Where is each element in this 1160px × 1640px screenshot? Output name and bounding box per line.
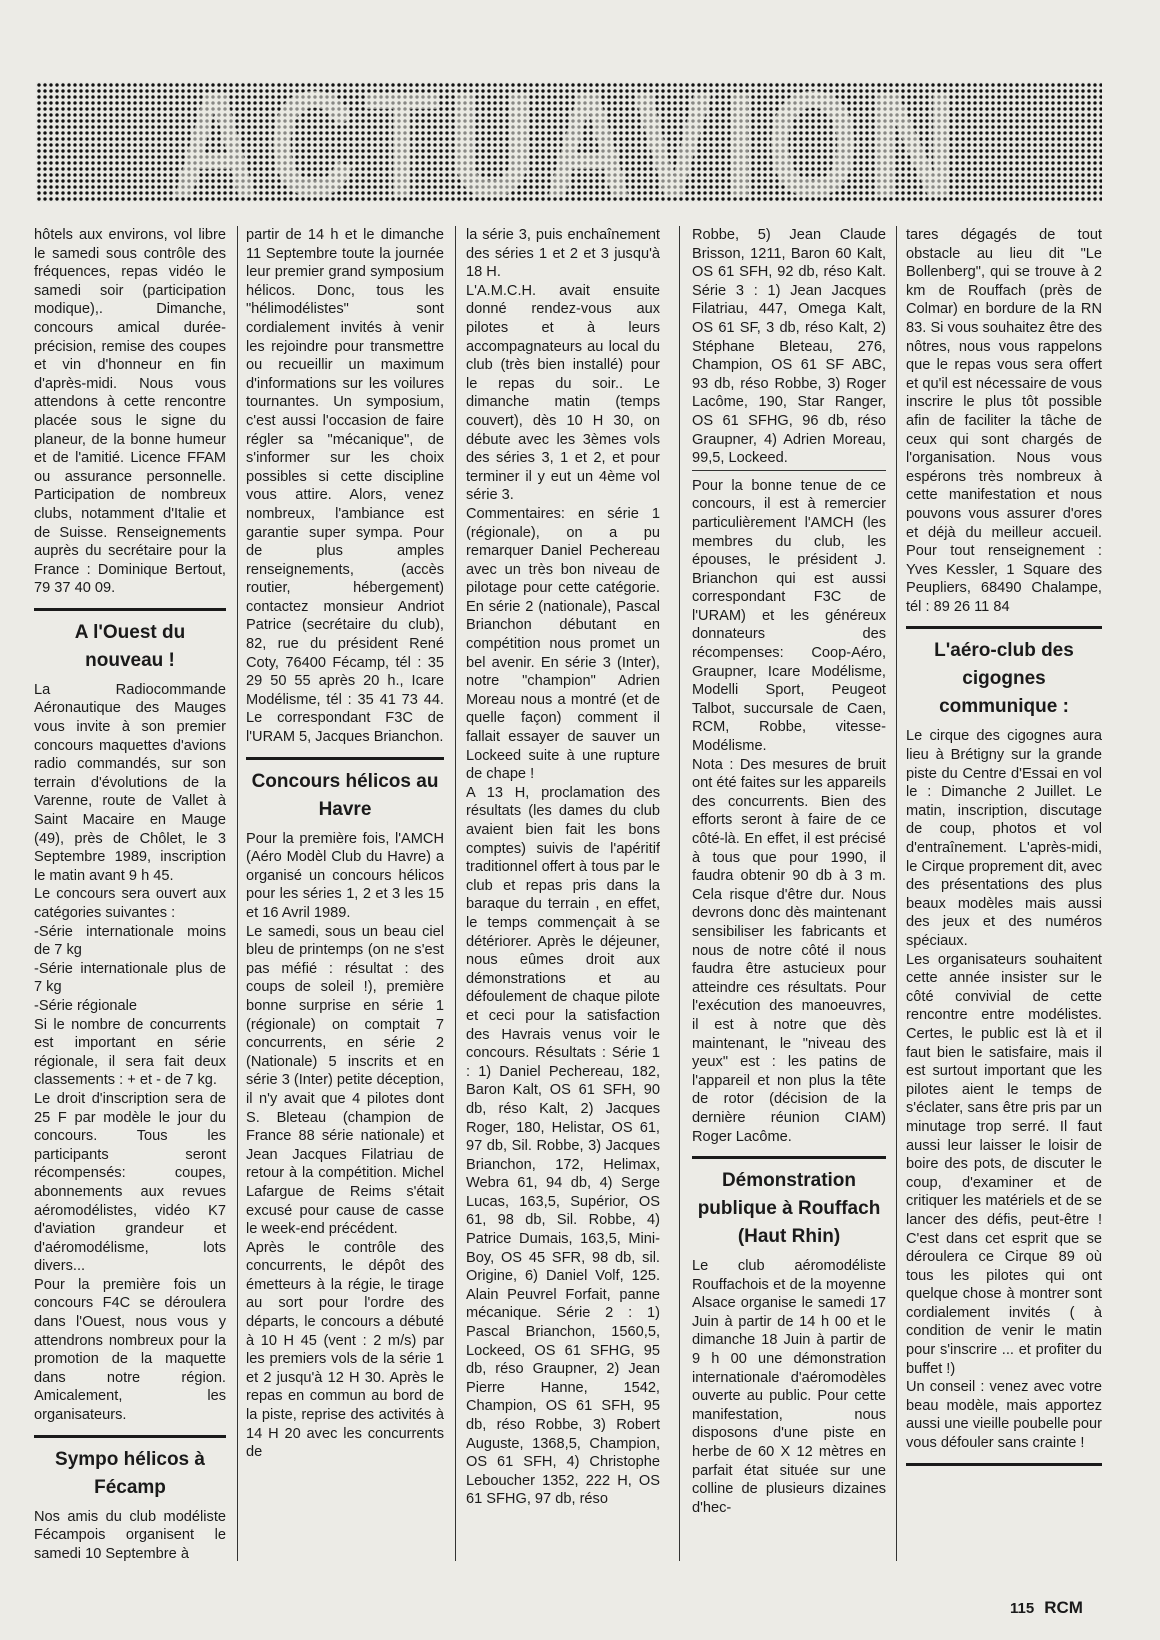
paragraph: partir de 14 h et le dimanche 11 Septembre toute la journée leur premier grand symposium hélicos. Donc, tous les "hélimodélistes" sont cordialement invités à venir les rejoindre pour transmettre ou recueillir un maximum d'informations sur les voilures tournantes. Un symposium, c'est aussi l'occasion de faire régler sa "mécanique", de s'informer sur les choix possibles si cette discipline vous attire. Alors, venez nombreux, l'ambiance est garantie super sympa. Pour de plus amples renseignements, (accès routier, hébergement) contactez monsieur Andriot Patrice (secrétaire du club), 82, rue du président René Coty, 76400 Fécamp, tél : 35 29 50 55 après 20 h., Icare Modélisme, tél : 35 41 73 44. Le correspondant F3C de l'URAM 5, Jacques Brianchon. xyxy=(246,227,444,746)
section-divider xyxy=(34,608,226,611)
paragraph: A 13 H, proclamation des résultats (les dames du club avaient bien fait les bons comptes) suivis de l'apéritif traditionnel offert à tous par le club et repas pris dans la baraque du terrain , en effet, le temps commençait à se détériorer. Après le déjeuner, nous eûmes droit aux démonstrations et au défoulement de chaque pilote et ceci pour la satisfaction des Havrais venus voir le concours. Résultats : Série 1 : 1) Daniel Pechereau, 182, Baron Kalt, OS 61 SFH, 90 db, réso Kalt, 2) Jacques Roger, 180, Helistar, OS 61, 97 db, Sil. Robbe, 3) Jacques Brianchon, 172, Helimax, Webra 61, 94 db, 4) Serge Lucas, 163,5, Supérior, OS 61, 98 db, Sil. Robbe, 4) Patrice Dumais, 163,5, Mini-Boy, OS 45 SFR, 98 db, sil. Origine, 6) Daniel Volf, 125. Alain Peuvrel Forfait, panne mécanique. Série 2 : 1) Pascal Brianchon, 1560,5, Lockeed, OS 61 SFHG, 95 db, réso Graupner, 2) Jean Pierre Hanne, 1542, Champion, OS 61 SFH, 95 db, réso Robbe, 3) Robert Auguste, 1368,5, Champion, OS 61 SFH, 4) Christophe Leboucher 1352, 222 H, OS 61 SFHG, 97 db, réso xyxy=(466,784,660,1508)
masthead-title: ACTUAVION xyxy=(171,82,967,202)
section-divider xyxy=(692,1156,886,1159)
paragraph: Les organisateurs souhaitent cette année insister sur le côté convivial de cette rencontre entre modélistes. Certes, le public est là et il faut bien le satisfaire, mais il est surtout important que les pilotes aient le temps de s'éclater, sans être pris par un minutage trop serré. Il faut aussi leur laisser le loisir de boire des pots, de discuter le coup, d'examiner et de critiquer les matériels et de se lancer des défis, peut-être ! C'est dans cet esprit que se déroulera ce Cirque 89 où tous les pilotes qui ont quelque chose à montrer sont cordialement invités ( à condition de venir le matin pour s'inscrire ... et profiter du buffet !) xyxy=(906,951,1102,1377)
paragraph: tares dégagés de tout obstacle au lieu dit "Le Bollenberg", qui se trouve à 2 km de Rouffach (près de Colmar) en bordure de la RN 83. Si vous souhaitez être des nôtres, nous vous rappelons que le repas vous sera offert et qu'il est nécessaire de vous inscrire le plus tôt possible afin de faciliter la tâche de ceux qui sont chargés de l'organisation. Nous vous espérons très nombreux à cette manifestation et nous pouvons vous assurer d'ores et déjà du meilleur accueil. Pour tout renseignement : Yves Kessler, 1 Square des Peupliers, 68490 Chalampe, tél : 89 26 11 84 xyxy=(906,227,1102,615)
paragraph: Robbe, 5) Jean Claude Brisson, 1211, Baron 60 Kalt, OS 61 SFH, 92 db, réso Kalt. Série 3 : 1) Jean Jacques Filatriau, 447, Omega Kalt, OS 61 SF, 3 db, réso Kalt, 2) Stéphane Bleteau, 276, Champion, OS 61 SF ABC, 93 db, réso Robbe, 3) Roger Lacôme, 190, Star Ranger, OS 61 SFHG, 96 db, réso Graupner, 4) Adrien Moreau, 99,5, Lockeed. xyxy=(692,227,886,467)
article-column-4 xyxy=(692,226,886,1566)
paragraph: Pour la première fois, l'AMCH (Aéro Modèl Club du Havre) a organisé un concours hélicos pour les séries 1, 2 et 3 les 15 et 16 Avril 1989. xyxy=(246,830,444,921)
column-divider xyxy=(455,226,456,1561)
page-footer xyxy=(1010,1598,1083,1618)
column-divider xyxy=(679,226,680,1561)
section-heading: Concours hélicos au Havre xyxy=(251,770,439,820)
paragraph: Le droit d'inscription sera de 25 F par modèle le jour du concours. Tous les participants seront récompensés: coupes, abonnements aux revues aéromodélistes, vidéo K7 d'aviation grandeur et d'aéromodélisme, lots divers... xyxy=(34,1090,226,1275)
page-number: 115 xyxy=(1010,1600,1035,1617)
paragraph: Le cirque des cigognes aura lieu à Brétigny sur la grande piste du Centre d'Essai en vol le : Dimanche 2 Juillet. Le matin, inscription, discutage de coup, photos et vol d'entraînement. L'après-midi, le Cirque proprement dit, avec des présentations des plus beaux modèles mais aussi des jeux et des numéros spéciaux. xyxy=(906,728,1102,949)
column-divider xyxy=(896,226,897,1561)
paragraph: L'A.M.C.H. avait ensuite donné rendez-vous aux pilotes et à leurs accompagnateurs au local du club (très bien installé) pour le repas du soir.. Le dimanche matin (temps couvert), dès 10 H 30, on débute avec les 3èmes vols des séries 3, 1 et 2, et pour terminer il y eut un 4ème vol série 3. xyxy=(466,282,660,504)
paragraph: Commentaires: en série 1 (régionale), on a pu remarquer Daniel Pechereau avec un très bon niveau de pilotage pour cette catégorie. En série 2 (nationale), Pascal Brianchon débutant en compétition nous promet un bel avenir. En série 3 (Inter), notre "champion" Adrien Moreau nous a montré (et de quelle façon) comment il fallait essayer de sauver un Lockeed suite à une rupture de chape ! xyxy=(466,505,660,783)
section-heading: A l'Ouest du nouveau ! xyxy=(74,621,186,671)
article-column-5 xyxy=(906,226,1102,1566)
section-heading: L'aéro-club des cigognes communique : xyxy=(934,640,1074,718)
paragraph: Si le nombre de concurrents est important en série régionale, il sera fait deux classements : + et - de 7 kg. xyxy=(34,1016,226,1089)
paragraph: Un conseil : venez avec votre beau modèle, mais apportez aussi une vieille poubelle pour vous défouler sans crainte ! xyxy=(906,1379,1102,1452)
article-column-2 xyxy=(246,226,444,1566)
article-column-3 xyxy=(466,226,660,1566)
paragraph: Pour la bonne tenue de ce concours, il est à remercier particulièrement l'AMCH (les membres du club, les épouses, le président J. Brianchon qui est aussi correspondant F3C de l'URAM) et les généreux donnateurs des récompenses: Coop-Aéro, Graupner, Icare Modélisme, Modelli Sport, Peugeot Talbot, succursale de Caen, RCM, Robbe, vitesse-Modélisme. xyxy=(692,477,886,755)
article-column-1 xyxy=(34,226,226,1566)
paragraph: Le club aéromodéliste Rouffachois et de la moyenne Alsace organise le samedi 17 Juin à partir de 14 h 00 et le dimanche 18 Juin à partir de 9 h 00 une démonstration internationale d'aéromodèles ouverte au public. Pour cette manifestation, nous disposons d'une piste en herbe de 60 X 12 mètres en parfait état située sur une colline de plusieurs dizaines d'hec- xyxy=(692,1258,886,1516)
paragraph: Nota : Des mesures de bruit ont été faites sur les appareils des concurrents. Bien des efforts seront à faire de ce côté-là. En effet, il est précisé à tous que pour 1990, il faudra obtenir 90 db à 3 m. Cela risque d'être dur. Nous devrons donc dès maintenant sensibiliser les fabricants et nous de notre côté il nous faudra être astucieux pour atteindre ces résultats. Pour l'exécution des manoeuvres, il est à notre que dès maintenant, le "niveau des yeux" est : les patins de l'appareil et non plus la tête de rotor (décision de la dernière réunion CIAM) Roger Lacôme. xyxy=(692,756,886,1145)
underline-rule xyxy=(692,470,886,471)
section-divider xyxy=(246,757,444,760)
section-divider xyxy=(906,626,1102,629)
paragraph: Pour la première fois un concours F4C se déroulera dans l'Ouest, nous vous y attendrons nombreux pour la promotion de la maquette dans notre région. Amicalement, les organisateurs. xyxy=(34,1276,226,1424)
paragraph: -Série internationale plus de 7 kg xyxy=(34,960,226,996)
paragraph: -Série internationale moins de 7 kg xyxy=(34,923,226,959)
paragraph: Le samedi, sous un beau ciel bleu de printemps (on ne s'est pas méfié : résultat : des coups de soleil !), première bonne surprise en série 1 (régionale) on comptait 7 concurrents, en série 2 (Nationale) 5 inscrits et en série 3 (Inter) petite déception, il n'y avait que 4 pilotes dont S. Bleteau (champion de France 88 série nationale) et Jean Jacques Filatriau de retour à la compétition. Michel Lafargue de Reims s'était excusé pour cause de casse le week-end précédent. xyxy=(246,923,444,1238)
paragraph: hôtels aux environs, vol libre le samedi sous contrôle des fréquences, repas vidéo le samedi soir (participation modique),. Dimanche, concours amical durée-précision, remise des coupes et vin d'honneur en fin d'après-midi. Nous vous attendons à cette rencontre placée sous le signe du planeur, de la bonne humeur et de l'amitié. Licence FFAM ou assurance personnelle. Participation de nombreux clubs, notamment d'Italie et de Suisse. Renseignements auprès du secrétaire pour la France : Dominique Bertout, 79 37 40 09. xyxy=(34,227,226,597)
paragraph: La Radiocommande Aéronautique des Mauges vous invite à son premier concours maquettes d'avions radio commandés, sur son terrain d'évolutions de la Varenne, route de Vallet à Saint Macaire en Mauge (49), près de Chôlet, le 3 Septembre 1989, inscription le matin avant 9 h 45. xyxy=(34,681,226,884)
paragraph: Nos amis du club modéliste Fécampois organisent le samedi 10 Septembre à xyxy=(34,1508,226,1562)
paragraph: Le concours sera ouvert aux catégories suivantes : xyxy=(34,886,226,921)
section-divider xyxy=(906,1463,1102,1466)
paragraph: la série 3, puis enchaînement des séries 1 et 2 et 3 jusqu'à 18 H. xyxy=(466,227,660,281)
magazine-name: RCM xyxy=(1044,1598,1083,1617)
section-heading: Sympo hélicos à Fécamp xyxy=(55,1448,205,1498)
section-divider xyxy=(34,1435,226,1438)
masthead-banner xyxy=(36,82,1102,202)
column-divider xyxy=(237,226,238,1561)
section-heading: Démonstration publique à Rouffach (Haut Rhin) xyxy=(697,1170,881,1248)
paragraph: -Série régionale xyxy=(34,997,138,1014)
paragraph: Après le contrôle des concurrents, le dépôt des émetteurs à la régie, le tirage au sort pour l'ordre des départs, le concours a débuté à 10 H 45 (vent : 2 m/s) par les premiers vols de la série 1 et 2 jusqu'à 12 H 30. Après le repas en commun au bord de la piste, reprise des activités à 14 H 20 avec les concurrents de xyxy=(246,1239,444,1461)
